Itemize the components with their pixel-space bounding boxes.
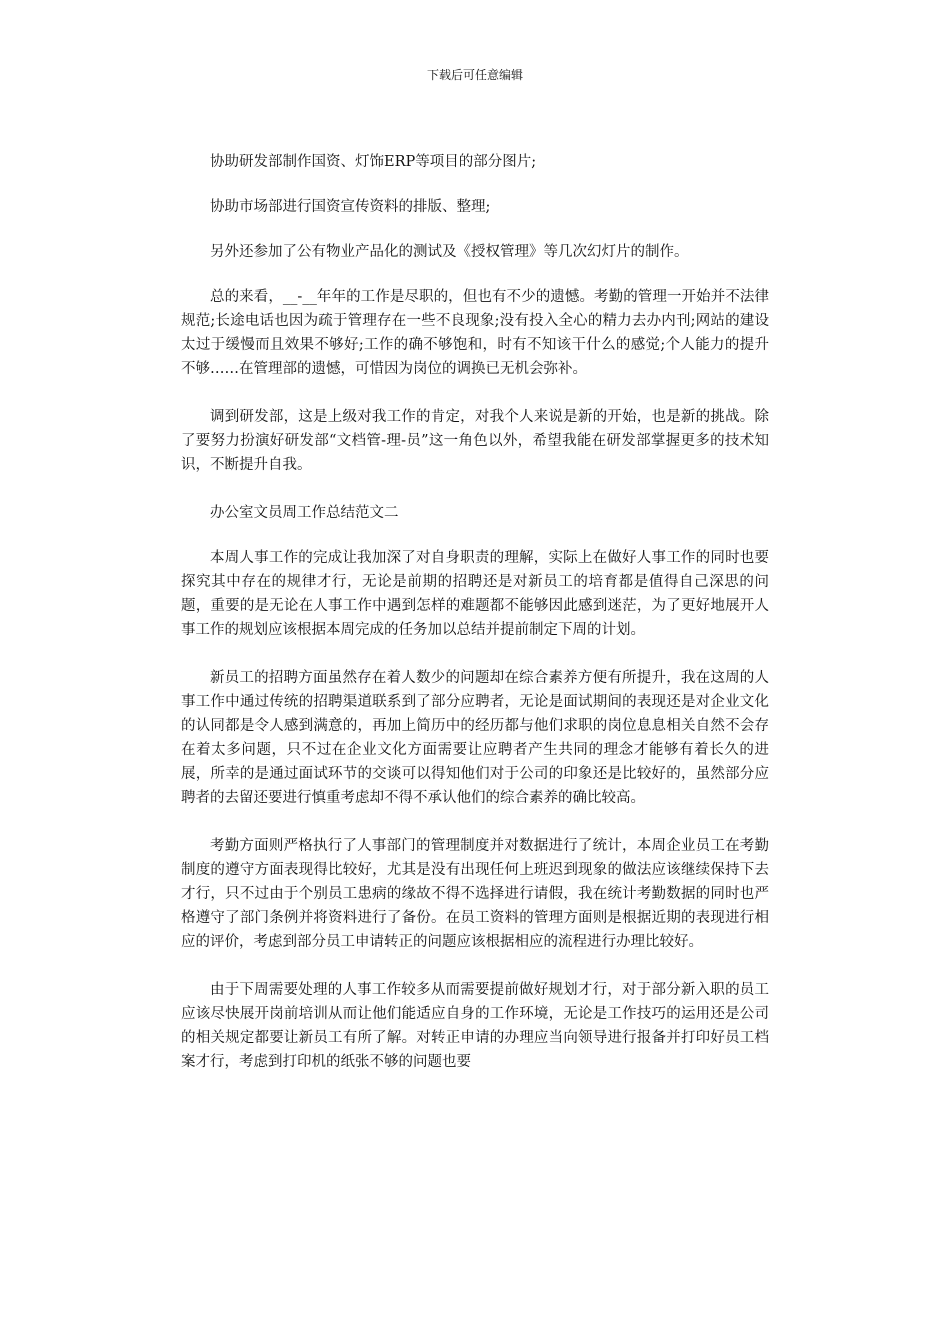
paragraph-1: 协助研发部制作国资、灯饰ERP等项目的部分图片; — [210, 154, 537, 170]
paragraph-5: 调到研发部，这是上级对我工作的肯定，对我个人来说是新的开始，也是新的挑战。除了要努力扮演好研发部“文档管-理-员”这一角色以外，希望我能在研发部掌握更多的技术知识，不断提升自我。 — [181, 409, 769, 473]
paragraph-4: 总的来看，__-__年年的工作是尽职的，但也有不少的遗憾。考勤的管理一开始并不法律规范;长途电话也因为疏于管理存在一些不良现象;没有投入全心的精力去办内刊;网站的建设太过于缓慢而且效果不够好;工作的确不够饱和，时有不知该干什么的感觉;个人能力的提升不够……在管理部的遗憾，可惜因为岗位的调换已无机会弥补。 — [181, 289, 769, 377]
document-body — [181, 150, 769, 1098]
paragraph-8: 考勤方面则严格执行了人事部门的管理制度并对数据进行了统计，本周企业员工在考勤制度的遵守方面表现得比较好，尤其是没有出现任何上班迟到现象的做法应该继续保持下去才行，只不过由于个别员工患病的缘故不得不选择进行请假，我在统计考勤数据的同时也严格遵守了部门条例并将资料进行了备份。在员工资料的管理方面则是根据近期的表现进行相应的评价，考虑到部分员工申请转正的问题应该根据相应的流程进行办理比较好。 — [181, 838, 769, 950]
paragraph-2: 协助市场部进行国资宣传资料的排版、整理; — [210, 199, 491, 215]
paragraph-9: 由于下周需要处理的人事工作较多从而需要提前做好规划才行，对于部分新入职的员工应该尽快展开岗前培训从而让他们能适应自身的工作环境，无论是工作技巧的运用还是公司的相关规定都要让新员工有所了解。对转正申请的办理应当向领导进行报备并打印好员工档案才行，考虑到打印机的纸张不够的问题也要 — [181, 982, 769, 1070]
section-heading: 办公室文员周工作总结范文二 — [210, 505, 399, 521]
paragraph-6: 本周人事工作的完成让我加深了对自身职责的理解，实际上在做好人事工作的同时也要探究其中存在的规律才行，无论是前期的招聘还是对新员工的培育都是值得自己深思的问题，重要的是无论在人事工作中遇到怎样的难题都不能够因此感到迷茫，为了更好地展开人事工作的规划应该根据本周完成的任务加以总结并提前制定下周的计划。 — [181, 550, 769, 638]
paragraph-7: 新员工的招聘方面虽然存在着人数少的问题却在综合素养方便有所提升，我在这周的人事工作中通过传统的招聘渠道联系到了部分应聘者，无论是面试期间的表现还是对企业文化的认同都是令人感到满意的，再加上简历中的经历都与他们求职的岗位息息相关自然不会存在着太多问题，只不过在企业文化方面需要让应聘者产生共同的理念才能够有着长久的进展，所幸的是通过面试环节的交谈可以得知他们对于公司的印象还是比较好的，虽然部分应聘者的去留还要进行慎重考虑却不得不承认他们的综合素养的确比较高。 — [181, 670, 769, 806]
header-note: 下载后可任意编辑 — [426, 68, 523, 82]
paragraph-3: 另外还参加了公有物业产品化的测试及《授权管理》等几次幻灯片的制作。 — [210, 244, 689, 260]
